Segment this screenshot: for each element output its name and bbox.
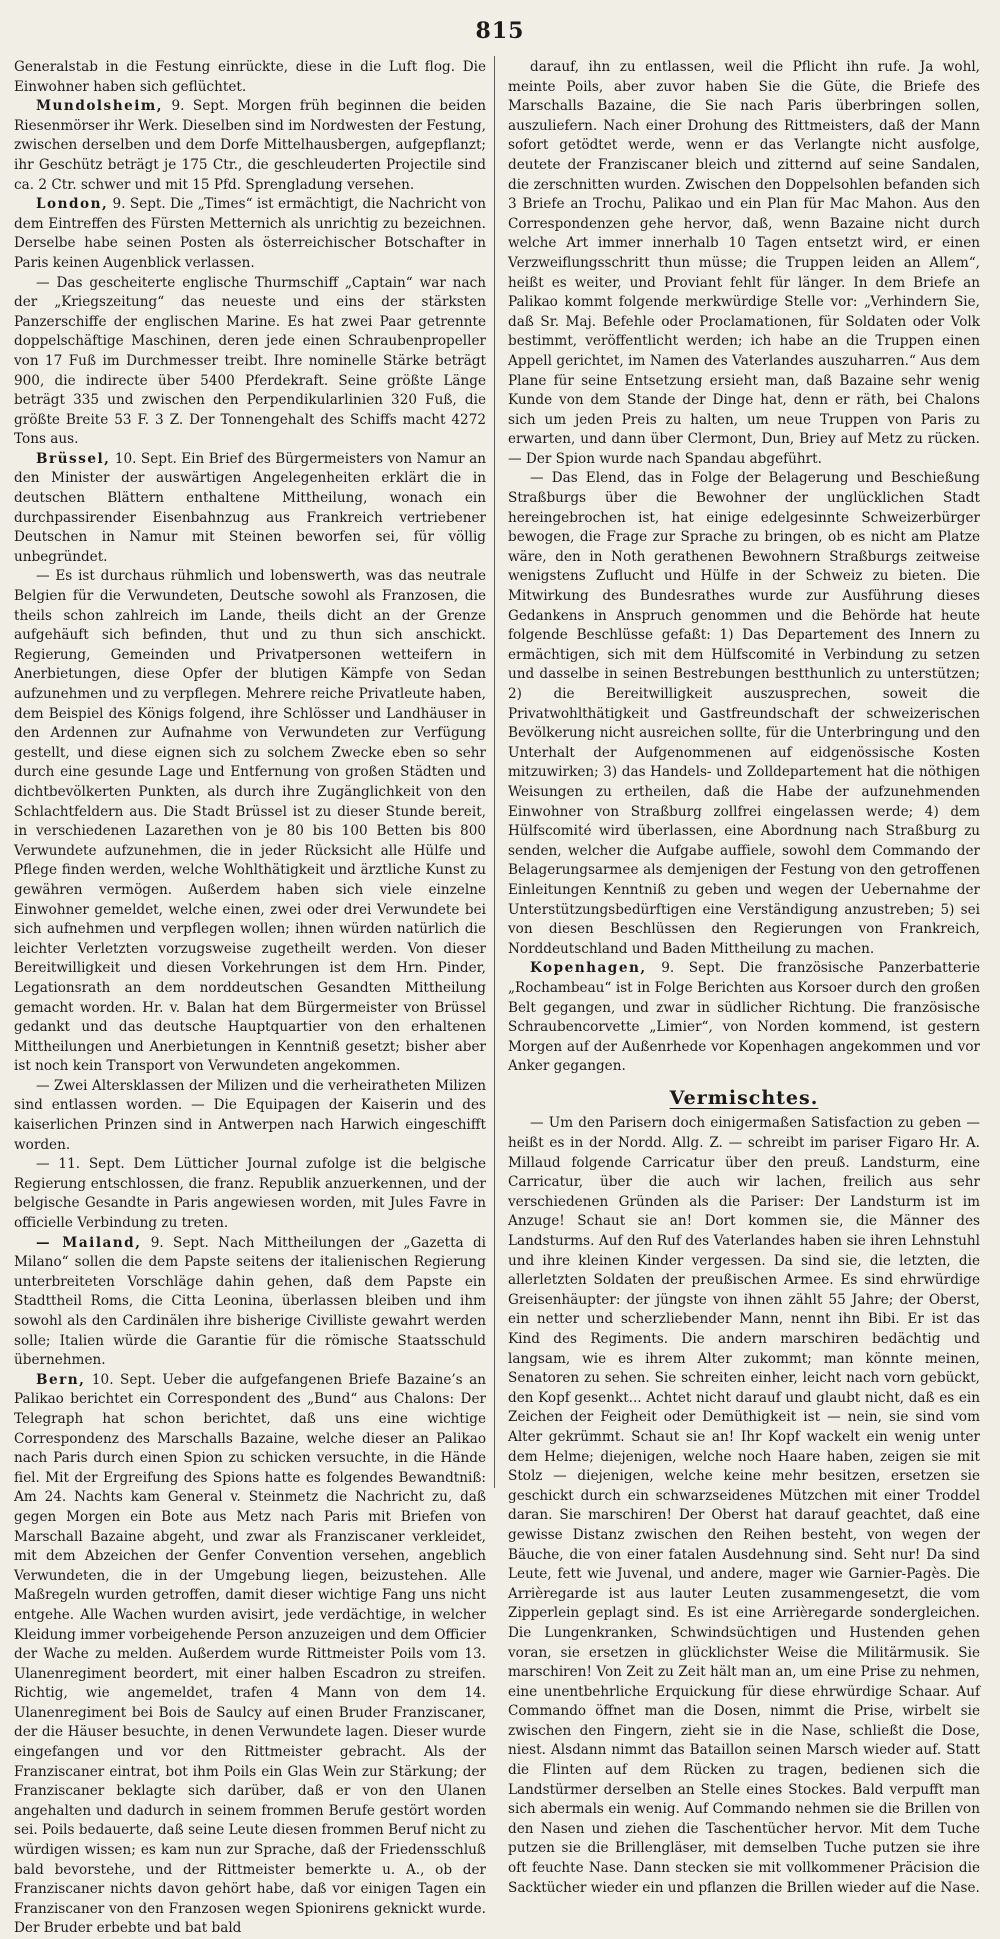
dateline-location: Brüssel, — [36, 450, 111, 467]
article-text: — 11. Sept. Dem Lütticher Journal zufolge ist die belgische Regierung entschlossen, die franz. Republik anzuerkennen, und der belgische Gesandte in Paris angewiesen worden, mit Jules Favre in officielle Verbindung zu treten. — [14, 1156, 486, 1232]
dateline-location: Bern, — [36, 1371, 86, 1388]
article-text: 9. Sept. Die „Times“ ist ermächtigt, die Nachricht von dem Eintreffen des Fürsten Metternich als unrichtig zu bezeichnen. Derselbe habe seinen Posten als österreichischer Botschafter in Paris keinen Augenblick verlassen. — [14, 196, 486, 271]
article-paragraph — [14, 1371, 486, 1939]
article-text: darauf, ihn zu entlassen, weil die Pflicht ihn rufe. Ja wohl, meinte Poils, aber zuvor haben Sie die Güte, die Briefe des Marschalls Bazaine, die Sie nach Paris überbringen sollen, auszuliefern. Nach einer Drohung des Rittmeisters, daß der Mann sofort getödtet werde, wenn er das Verlangte nicht ausfolge, deutete der Franziscaner bleich und zitternd auf seine Sandalen, die zerschnitten wurden. Zwischen den Doppelsohlen befanden sich 3 Briefe an Trochu, Palikao und ein Plan für Mac Mahon. Aus den Correspondenzen gehe hervor, daß, wenn Bazaine nicht durch welche Art immer innerhalb 10 Tagen entsetzt wird, er einen Verzweiflungsschritt thun müsse; die Truppen leiden an Allem“, heißt es weiter, und Proviant fehlt für länger. In dem Briefe an Palikao kommt folgende merkwürdige Stelle vor: „Verhindern Sie, daß Sr. Maj. Befehle oder Proclamationen, für Soldaten oder Volk bestimmt, veröffentlicht werden; ich habe an die Truppen einen Appell gerichtet, im Namen des Vaterlandes auszuharren.“ Aus dem Plane für seine Entsetzung ersieht man, daß Bazaine sehr wenig Kunde von dem Stande der Dinge hat, denn er räth, bei Chalons sich um jeden Preis zu halten, um neue Truppen von Paris zu erwarten, und dann über Clermont, Dun, Briey auf Metz zu rücken. — Der Spion wurde nach Spandau abgeführt. — [508, 59, 980, 467]
article-text: — Um den Parisern doch einigermaßen Satisfaction zu geben — heißt es in der Nordd. Allg. Z. — schreibt im pariser Figaro Hr. A. Millaud folgende Carricatur über den preuß. Landsturm, eine Carricatur, über die auch wir lachen, freilich aus sehr verschiedenen Gründen als die Pariser: Der Landsturm ist im Anzuge! Schaut sie an! Dort kommen sie, die Männer des Landsturms. Auf den Ruf des Vaterlandes haben sie ihren Lehnstuhl und ihre kleinen Kinder vergessen. Da sind sie, die letzten, die allerletzten Soldaten der preußischen Armee. Es sind ehrwürdige Greisenhäupter: der jüngste von ihnen zählt 55 Jahre; der Oberst, ein netter und scherzliebender Mann, nennt ihn Bibi. Er ist das Kind des Regiments. Die andern marschiren bedächtig und langsam, wie es ihrem Alter zukommt; man könnte meinen, Senatoren zu sehen. Sie schreiten einher, leicht nach vorn gebückt, den Kopf gesenkt... Achtet nicht darauf und glaubt nicht, daß es ein Zeichen der Feigheit oder Demüthigkeit ist — nein, sie sind vom Alter gekrümmt. Schaut sie an! Ihr Kopf wackelt ein wenig unter dem Helme; diejenigen, welche noch Haare haben, zeigen sie mit Stolz — diejenigen, welche keine mehr besitzen, ersetzen sie geschickt durch ein schwarzseidenes Mützchen mit einer Troddel daran. Sie marschiren! Der Oberst hat darauf geachtet, daß eine gewisse Distanz zwischen den Reihen besteht, von wegen der Bäuche, die von einer fatalen Ausdehnung sind. Seht nur! Da sind Leute, fett wie Juvenal, und andere, mager wie Garnier-Pagès. Die Arrièregarde ist aus lauter Leuten zusammengesetzt, die vom Zipperlein geplagt sind. Es ist eine Arrièregarde sondergleichen. Die Lungenkranken, Schwindsüchtigen und Hustenden gehen voran, sie ersetzen in glücklichster Weise die Militärmusik. Sie marschiren! Von Zeit zu Zeit hält man an, um eine Prise zu nehmen, eine unentbehrliche Erquickung für diese ehrwürdige Schaar. Auf Commando öffnet man die Dosen, nimmt die Prise, wirbelt sie zwischen den Fingern, zieht sie in die Nase, schließt die Dose, niest. Alsdann nimmt das Bataillon seinen Marsch wieder auf. Statt die Flinten auf dem Rücken zu tragen, bedienen sich die Landstürmer derselben an Stelle eines Stockes. Bald verpufft man sich abermals ein wenig. Auf Commando nehmen sie die Brillen von den Nasen und ziehen die Taschentücher hervor. Mit dem Tuche putzen sie die Brillengläser, mit demselben Tuche putzen sie ihre oft feuchte Nase. Dann stecken sie mit vollkommener Präcision die Sacktücher wieder ein und pflanzen die Brillen wieder auf die Nase. — [508, 1115, 980, 1896]
article-text: 9. Sept. Die französische Panzerbatterie „Rochambeau“ ist in Folge Berichten aus Korsoer durch den großen Belt gegangen, und zwar in südlicher Richtung. Die französische Schraubencorvette „Limier“, von Norden kommend, ist gestern Morgen auf der Außenrhede vor Kopenhagen angekommen und vor Anker gegangen. — [508, 960, 980, 1075]
article-paragraph — [14, 450, 486, 568]
article-text: Generalstab in die Festung einrückte, diese in die Luft flog. Die Einwohner haben sich geflüchtet. — [14, 59, 486, 95]
article-paragraph — [14, 274, 486, 450]
section-title-vermischtes: Vermischtes. — [669, 1086, 819, 1109]
article-paragraph — [14, 1155, 486, 1233]
article-paragraph — [508, 959, 980, 1077]
article-text: 9. Sept. Nach Mittheilungen der „Gazetta di Milano“ sollen die dem Papste seitens der italienischen Regierung unterbreiteten Vorschläge dahin gehen, daß dem Papste ein Stadttheil Roms, die Citta Leonina, überlassen bleiben und ihm sowohl als den Cardinälen ihre bisherige Civilliste gewahrt werden solle; Italien würde die Garantie für die römische Staatsschuld übernehmen. — [14, 1234, 486, 1369]
dateline-location: — Mailand, — [36, 1234, 142, 1251]
article-paragraph — [14, 567, 486, 1076]
article-paragraph — [14, 195, 486, 273]
dateline-location: Kopenhagen, — [530, 960, 647, 977]
article-text: — Das gescheiterte englische Thurmschiff „Captain“ war nach der „Kriegszeitung“ das neueste und eins der stärksten Panzerschiffe der englischen Marine. Es hat zwei Paar getrennte doppelschäftige Maschinen, deren jede einen Schraubenpropeller von 17 Fuß im Durchmesser treibt. Ihre nominelle Stärke beträgt 900, die indirecte über 5400 Pferdekraft. Seine größte Länge beträgt 335 und zwischen den Perpendikularlinien 320 Fuß, die größte Breite 53 F. 3 Z. Der Tonnengehalt des Schiffs macht 4272 Tons aus. — [14, 274, 486, 448]
page-number: 815 — [475, 18, 525, 44]
right-column — [508, 58, 980, 1896]
article-paragraph — [14, 58, 486, 97]
dateline-location: London, — [36, 196, 109, 213]
article-text: 10. Sept. Ueber die aufgefangenen Briefe Bazaine’s an Palikao berichtet ein Correspondent des „Bund“ aus Chalons: Der Telegraph hat schon berichtet, daß uns eine wichtige Correspondenz des Marschalls Bazaine, welche dieser an Palikao nach Paris durch einen Spion zu schicken versuchte, in die Hände fiel. Mit der Ergreifung des Spions hatte es folgendes Bewandtniß: Am 24. Nachts kam General v. Steinmetz die Nachricht zu, daß gegen Morgen ein Bote aus Metz nach Paris mit Briefen von Marschall Bazaine abgeht, und zwar als Franziscaner verkleidet, mit dem Abzeichen der Genfer Convention versehen, angeblich Verwundeten, die in der Umgebung liegen, beizustehen. Alle Maßregeln wurden getroffen, damit dieser wichtige Fang uns nicht entgehe. Alle Wachen wurden avisirt, jede verdächtige, in welcher Kleidung immer vorbeigehende Person anzuzeigen und dem Officier der Wache zu melden. Außerdem wurde Rittmeister Poils vom 13. Ulanenregiment beordert, mit einer halben Escadron zu streifen. Richtig, wie angemeldet, trafen 4 Mann von dem 14. Ulanenregiment bei Bois de Saulcy auf einen Bruder Franziscaner, der die Häuser besuchte, in denen Verwundete lagen. Dieser wurde eingefangen und vor den Rittmeister gebracht. Als der Franziscaner eintrat, bot ihm Poils ein Glas Wein zur Stärkung; der Franziscaner beklagte sich darüber, daß er von den Ulanen angehalten und dadurch in seinem frommen Berufe gestört worden sei. Poils bedauerte, daß seine Leute diesen frommen Beruf nicht zu würdigen wissen; es kam nun zur Sprache, daß der Friedensschluß bald bevorstehe, und der Rittmeister bemerkte u. A., ob der Franziscaner nichts davon gehört habe, daß vor einigen Tagen ein Franziscaner von den Franzosen wegen Spionirens geknickt wurde. Der Bruder erbebte und bat bald — [14, 1371, 486, 1937]
article-paragraph — [14, 1077, 486, 1155]
column-divider — [494, 56, 495, 1488]
left-column — [14, 58, 486, 1937]
article-paragraph — [508, 469, 980, 959]
article-text: — Zwei Altersklassen der Milizen und die verheiratheten Milizen sind entlassen worden. — Die Equipagen der Kaiserin und des kaiserlichen Prinzen sind in Antwerpen nach Harwich eingeschifft worden. — [14, 1077, 486, 1153]
article-text: — Es ist durchaus rühmlich und lobenswerth, was das neutrale Belgien für die Verwundeten, Deutsche sowohl als Franzosen, die theils schon zahlreich im Lande, theils dicht an der Grenze aufgehäuft sich befinden, thut und zu thun sich anschickt. Regierung, Gemeinden und Privatpersonen wetteifern in Anerbietungen, diese Opfer der blutigen Kämpfe von Sedan aufzunehmen und zu verpflegen. Mehrere reiche Privatleute haben, dem Beispiel des Königs folgend, ihre Schlösser und Landhäuser in den Ardennen zur Aufnahme von Verwundeten zur Verfügung gestellt, und diese eignen sich zu solchem Zwecke eben so sehr durch eine gesunde Lage und Entfernung von großen Städten und dichtbevölkerten Punkten, als durch ihre Zugänglichkeit von den Schlachtfeldern aus. Die Stadt Brüssel ist zu dieser Stunde bereit, in verschiedenen Lazarethen von je 80 bis 100 Betten bis 800 Verwundete aufzunehmen, die in jeder Rücksicht alle Hülfe und Pflege finden werden, welche Wohlthätigkeit und ärztliche Kunst zu gewähren vermögen. Außerdem haben sich viele einzelne Einwohner gemeldet, welche einen, zwei oder drei Verwundete bei sich aufnehmen und verpflegen wollen; ihnen würden natürlich die leichter Verletzten vorzugsweise zugetheilt werden. Von dieser Bereitwilligkeit und diesen Vorkehrungen ist dem Hrn. Pinder, Legationsrath an dem norddeutschen Gesandten Mittheilung gemacht worden. Hr. v. Balan hat dem Bürgermeister von Brüssel gedankt und das deutsche Hauptquartier von den erhaltenen Mittheilungen und Anerbietungen in Kenntniß gesetzt; bisher aber ist noch kein Transport von Verwundeten angekommen. — [14, 568, 486, 1075]
article-paragraph — [14, 1234, 486, 1371]
article-paragraph — [508, 58, 980, 469]
article-text: — Das Elend, das in Folge der Belagerung und Beschießung Straßburgs über die Bewohner der unglücklichen Stadt hereingebrochen ist, hat einige edelgesinnte Schweizerbürger bewogen, die Frage zur Sprache zu bringen, ob es nicht am Platze wäre, den in Noth gerathenen Bewohnern Straßburgs zeitweise wenigstens Zuflucht und Hülfe in der Schweiz zu bieten. Die Mitwirkung des Bundesrathes wurde zur Ausführung dieses Gedankens in Anspruch genommen und die Behörde hat heute folgende Beschlüsse gefaßt: 1) Das Departement des Innern zu ermächtigen, sich mit dem Hülfscomité in Verbindung zu setzen und dasselbe in seinen Bestrebungen bestthunlich zu unterstützen; 2) die Bereitwilligkeit auszusprechen, soweit die Privatwohlthätigkeit und Gastfreundschaft der schweizerischen Bevölkerung nicht ausreichen sollte, für die Unterbringung und den Unterhalt der Aufgenommenen auf eidgenössische Kosten mitzuwirken; 3) das Handels- und Zolldepartement hat die nöthigen Weisungen zu ertheilen, daß die Habe der aufzunehmenden Einwohner von Straßburg zollfrei eingelassen werde; 4) dem Hülfscomité wird überlassen, eine Abordnung nach Straßburg zu senden, welcher die Aufgabe auffiele, sowohl dem Commando der Belagerungsarmee als demjenigen der Festung von den getroffenen Einleitungen Kenntniß zu geben und wegen der Uebernahme der Unterstützungsbedürftigen eine Verständigung anzustreben; 5) sei von diesen Beschlüssen den Regierungen von Frankreich, Norddeutschland und Baden Mittheilung zu machen. — [508, 470, 980, 957]
article-text: 9. Sept. Morgen früh beginnen die beiden Riesenmörser ihr Werk. Dieselben sind im Nordwesten der Festung, zwischen derselben und dem Dorfe Mittelhausbergen, aufgepflanzt; ihr Geschütz beträgt je 175 Ctr., die geschleuderten Projectile sind ca. 2 Ctr. schwer und mit 15 Pfd. Sprengladung versehen. — [14, 98, 486, 193]
article-paragraph — [14, 97, 486, 195]
dateline-location: Mundolsheim, — [36, 98, 164, 115]
article-text: 10. Sept. Ein Brief des Bürgermeisters von Namur an den Minister der auswärtigen Angelegenheiten erklärt die in deutschen Blättern enthaltene Mittheilung, wonach ein durchpassirender Eisenbahnzug aus Frankreich vertriebener Deutschen in Namur mit Steinen beworfen sei, für völlig unbegründet. — [14, 450, 486, 565]
article-paragraph — [508, 1114, 980, 1898]
